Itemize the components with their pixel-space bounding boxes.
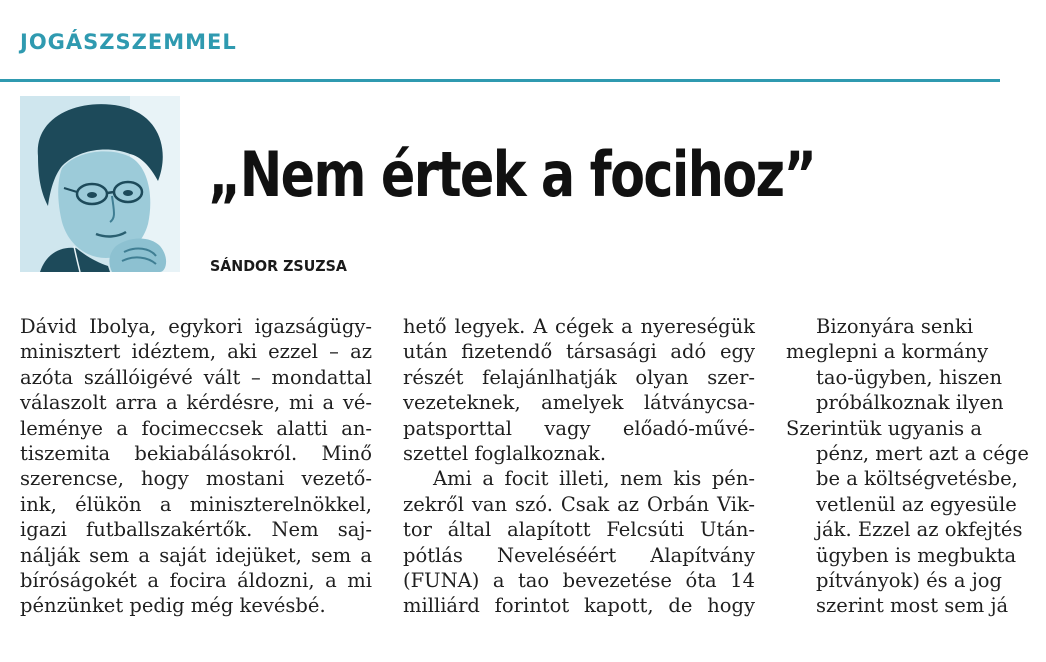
text-line: ügyben is megbukta <box>816 543 1017 567</box>
text-line: tao-ügyben, hiszen <box>816 365 1003 389</box>
text-line: után fizetendő társasági adó egy <box>403 340 755 364</box>
text-line: vezeteknek, amelyek látványcsa- <box>403 391 755 415</box>
article-column-1 <box>20 314 372 619</box>
text-line: szettel foglalkoznak. <box>403 442 607 466</box>
text-line: minisztert idéztem, aki ezzel – az <box>20 340 372 364</box>
text-line: zekről van szó. Csak az Orbán Vik- <box>403 492 755 516</box>
text-line: pénz, mert azt a cége <box>816 442 1029 466</box>
text-line: Bizonyára senki <box>816 315 974 338</box>
article-title: „Nem értek a focihoz” <box>208 138 816 211</box>
text-line: be a költségvetésbe, <box>816 467 1018 491</box>
text-line: milliárd forintot kapott, de hogy <box>403 594 755 618</box>
text-line: bíróságokét a focira áldozni, a mi <box>20 569 372 593</box>
text-line: Szerintük ugyanis a <box>786 416 983 440</box>
text-line: (FUNA) a tao bevezetése óta 14 <box>403 569 755 593</box>
article-column-3 <box>786 314 1046 619</box>
text-line: Ami a focit illeti, nem kis pén- <box>433 467 755 491</box>
text-line: pótlás Neveléséért Alapítvány <box>403 543 755 567</box>
text-line: próbálkoznak ilyen <box>816 391 1004 415</box>
text-line: Dávid Ibolya, egykori igazságügy- <box>20 315 372 338</box>
text-line: ják. Ezzel az okfejtés <box>816 518 1023 542</box>
text-line: vetlenül az egyesüle <box>816 492 1017 516</box>
text-line: szerencse, hogy mostani vezető- <box>20 467 372 491</box>
text-line: nálják sem a saját idejüket, sem a <box>20 543 372 567</box>
text-line: azóta szállóigévé vált – mondattal <box>20 365 372 389</box>
text-line: válaszolt arra a kérdésre, mi a vé- <box>20 391 372 415</box>
text-line: patsporttal vagy előadó-művé- <box>403 416 755 440</box>
text-line: részét felajánlhatják olyan szer- <box>403 365 755 389</box>
section-label: JOGÁSZSZEMMEL <box>20 30 237 54</box>
article-author: SÁNDOR ZSUZSA <box>210 257 347 275</box>
text-line: tiszemita bekiabálásokról. Minő <box>20 442 372 466</box>
text-line: hető legyek. A cégek a nyereségük <box>403 315 755 338</box>
text-line: szerint most sem já <box>816 594 1009 618</box>
article-column-2 <box>403 314 755 619</box>
text-line: ink, élükön a miniszterelnökkel, <box>20 492 372 516</box>
text-line: pénzünket pedig még kevésbé. <box>20 594 326 618</box>
text-line: leménye a focimeccsek alatti an- <box>20 416 372 440</box>
text-line: tor által alapított Felcsúti Után- <box>403 518 755 542</box>
text-line: pítványok) és a jog <box>816 569 1002 593</box>
section-divider <box>0 79 1000 82</box>
text-line: igazi futballszakértők. Nem saj- <box>20 518 372 542</box>
author-portrait-photo <box>20 96 180 272</box>
text-line: meglepni a kormány <box>786 340 989 364</box>
